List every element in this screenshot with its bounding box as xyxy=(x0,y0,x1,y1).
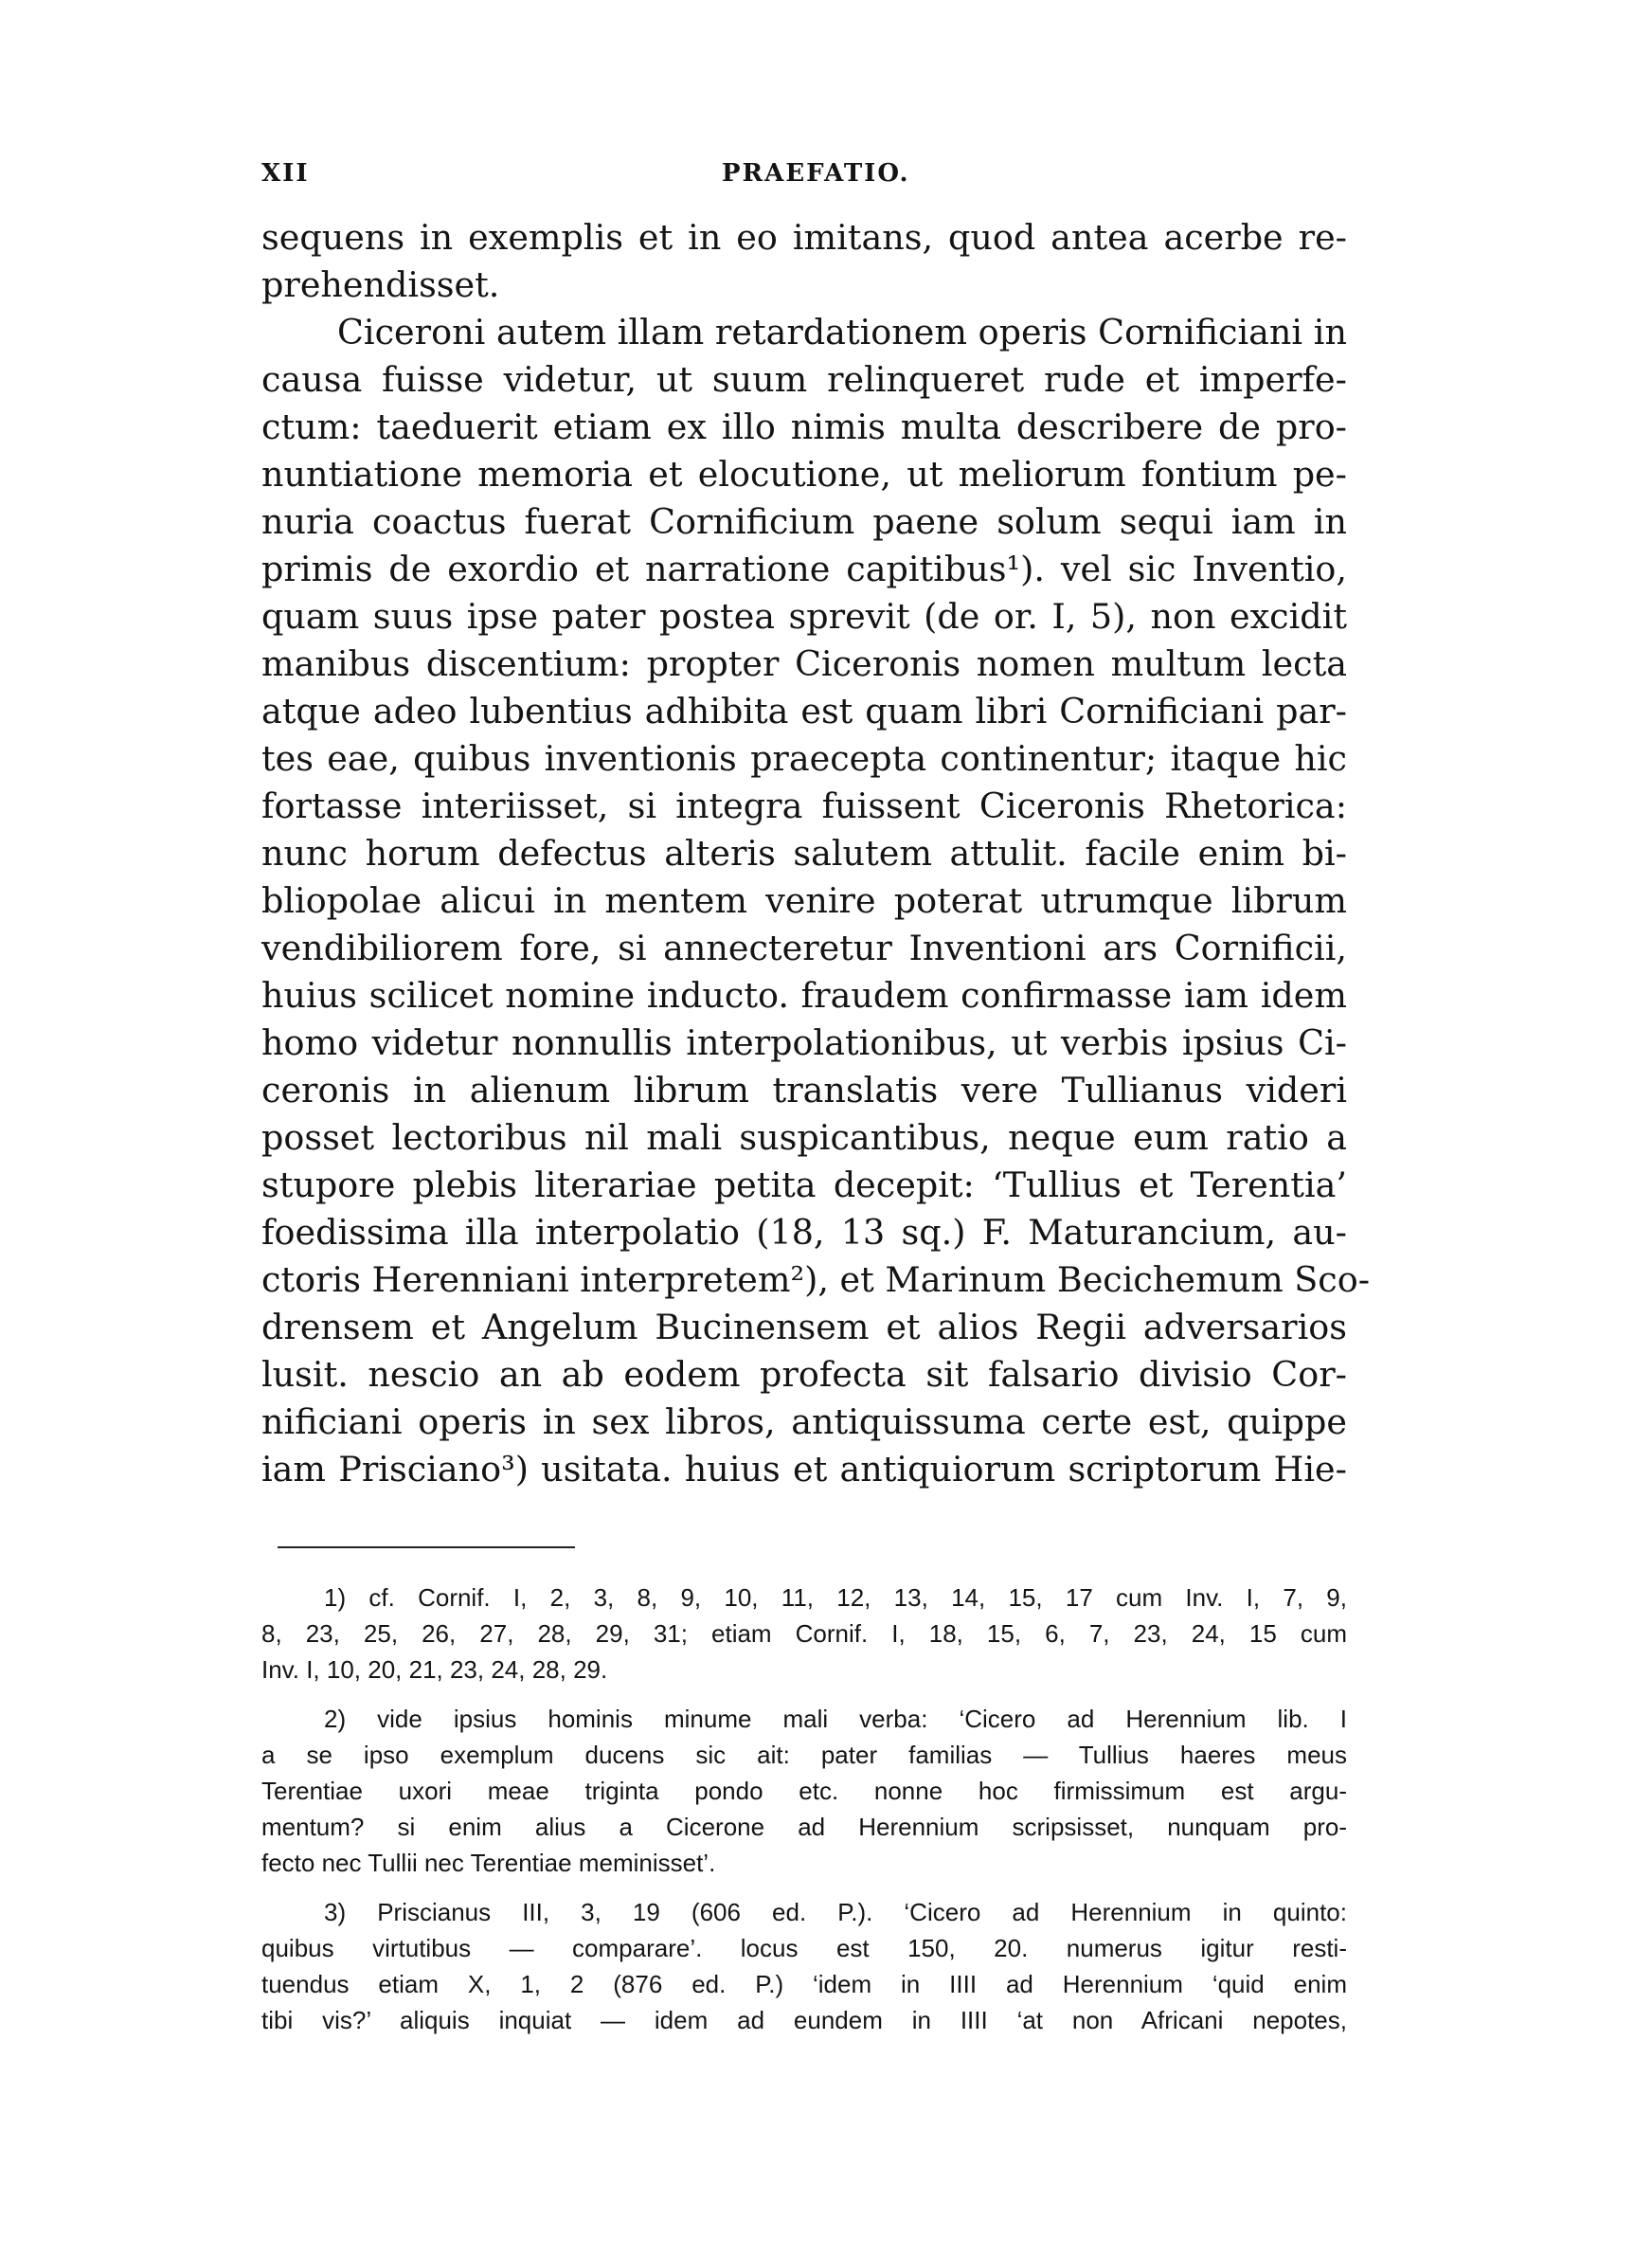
footnotes xyxy=(261,1580,1347,2038)
footnote-line: quibus virtutibus — comparare’. locus est 150, 20. numerus igitur resti- xyxy=(261,1934,1347,1962)
running-head: PRAEFATIO. xyxy=(722,159,910,188)
footnote-line: tibi vis?’ aliquis inquiat — idem ad eundem in IIII ‘at non Africani nepotes, xyxy=(261,2006,1347,2034)
footnote-divider xyxy=(278,1546,575,1548)
text-line: prehendisset. xyxy=(261,264,500,305)
text-line: lusit. nescio an ab eodem profecta sit falsario divisio Cor- xyxy=(261,1354,1347,1395)
footnote-3 xyxy=(261,1894,1347,2038)
footnote-1 xyxy=(261,1580,1347,1688)
footnote-line: 3) Priscianus III, 3, 19 (606 ed. P.). ‘Cicero ad Herennium in quinto: xyxy=(324,1898,1347,1926)
footnote-line: 1) cf. Cornif. I, 2, 3, 8, 9, 10, 11, 12, 13, 14, 15, 17 cum Inv. I, 7, 9, xyxy=(324,1583,1347,1612)
footnote-line: a se ipso exemplum ducens sic ait: pater familias — Tullius haeres meus xyxy=(261,1741,1347,1769)
text-line: homo videtur nonnullis interpolationibus, ut verbis ipsius Ci- xyxy=(261,1022,1347,1063)
text-line: nunc horum defectus alteris salutem attulit. facile enim bi- xyxy=(261,833,1347,874)
footnote-line: tuendus etiam X, 1, 2 (876 ed. P.) ‘idem in IIII ad Herennium ‘quid enim xyxy=(261,1970,1347,1998)
text-line: atque adeo lubentius adhibita est quam libri Cornificiani par- xyxy=(261,691,1347,731)
footnote-line: Inv. I, 10, 20, 21, 23, 24, 28, 29. xyxy=(261,1655,608,1684)
footnote-line: fecto nec Tullii nec Terentiae meminisset’. xyxy=(261,1849,716,1877)
text-line: posset lectoribus nil mali suspicantibus, neque eum ratio a xyxy=(261,1117,1347,1158)
footnote-2 xyxy=(261,1701,1347,1881)
text-line: drensem et Angelum Bucinensem et alios Regii adversarios xyxy=(261,1307,1347,1347)
text-line: nuria coactus fuerat Cornificium paene solum sequi iam in xyxy=(261,501,1347,542)
text-line: tes eae, quibus inventionis praecepta continentur; itaque hic xyxy=(261,738,1347,779)
page-header xyxy=(261,159,1347,197)
text-line: nuntiatione memoria et elocutione, ut meliorum fontium pe- xyxy=(261,454,1347,495)
footnote-line: Terentiae uxori meae triginta pondo etc. nonne hoc firmissimum est argu- xyxy=(261,1777,1347,1805)
text-line: sequens in exemplis et in eo imitans, quod antea acerbe re- xyxy=(261,217,1347,258)
text-line: stupore plebis literariae petita decepit: ‘Tullius et Terentia’ xyxy=(261,1165,1347,1205)
text-line: vendibiliorem fore, si annecteretur Inventioni ars Cornificii, xyxy=(261,928,1347,968)
text-line: primis de exordio et narratione capitibus¹). vel sic Inventio, xyxy=(261,549,1347,589)
footnote-line: 2) vide ipsius hominis minume mali verba: ‘Cicero ad Herennium lib. I xyxy=(324,1705,1347,1733)
text-line: ctum: taeduerit etiam ex illo nimis multa describere de pro- xyxy=(261,406,1347,447)
footnote-line: 8, 23, 25, 26, 27, 28, 29, 31; etiam Cornif. I, 18, 15, 6, 7, 23, 24, 15 cum xyxy=(261,1619,1347,1648)
text-line: huius scilicet nomine inducto. fraudem confirmasse iam idem xyxy=(261,975,1347,1016)
text-line: Ciceroni autem illam retardationem operis Cornificiani in xyxy=(337,312,1347,352)
text-line: foedissima illa interpolatio (18, 13 sq.) F. Maturancium, au- xyxy=(261,1212,1347,1253)
footnote-line: mentum? si enim alius a Cicerone ad Herennium scripsisset, nunquam pro- xyxy=(261,1813,1347,1841)
text-line: manibus discentium: propter Ciceronis nomen multum lecta xyxy=(261,643,1347,684)
text-line: nificiani operis in sex libros, antiquissuma certe est, quippe xyxy=(261,1401,1347,1442)
text-line: iam Prisciano³) usitata. huius et antiquiorum scriptorum Hie- xyxy=(261,1449,1347,1490)
text-line: causa fuisse videtur, ut suum relinqueret rude et imperfe- xyxy=(261,359,1347,400)
text-line: ceronis in alienum librum translatis vere Tullianus videri xyxy=(261,1070,1347,1110)
main-text xyxy=(261,214,1371,1493)
text-line: bliopolae alicui in mentem venire poterat utrumque librum xyxy=(261,880,1347,921)
page-number: XII xyxy=(261,159,310,188)
text-line: fortasse interiisset, si integra fuissent Ciceronis Rhetorica: xyxy=(261,785,1347,826)
text-line: ctoris Herenniani interpretem²), et Marinum Becichemum Sco- xyxy=(261,1259,1371,1300)
text-line: quam suus ipse pater postea sprevit (de or. I, 5), non excidit xyxy=(261,596,1347,637)
